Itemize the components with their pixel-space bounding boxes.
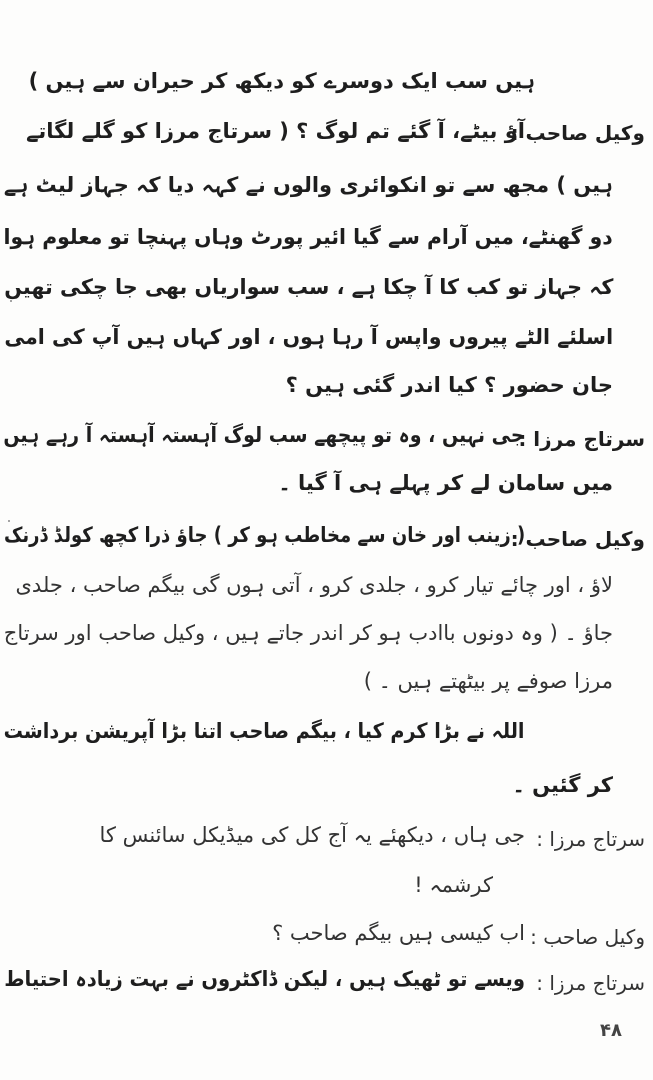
dialogue-line: جی نہیں ، وہ تو پیچھے سب لوگ آہستہ آہستہ آ رہے ہیں	[3, 423, 525, 447]
speaker-label: سرتاج مرزا :	[536, 827, 645, 851]
dialogue-line: اب کیسی ہیں بیگم صاحب ؟	[272, 921, 525, 945]
dialogue-line: آؤ بیٹے، آ گئے تم لوگ ؟ ( سرتاج مرزا کو گلے لگاتے	[26, 119, 525, 143]
page-number: ۴۸	[600, 1020, 622, 1041]
dialogue-line: جاؤ ۔ ( وہ دونوں باادب ہو کر اندر جاتے ہیں ، وکیل صاحب اور سرتاج	[3, 621, 613, 645]
dialogue-line: اللہ نے بڑا کرم کیا ، بیگم صاحب اتنا بڑا آپریشن برداشت	[4, 719, 525, 743]
dialogue-line: کر گئیں ۔	[512, 773, 613, 797]
dialogue-line: میں سامان لے کر پہلے ہی آ گیا ۔	[278, 471, 613, 495]
scan-speck	[8, 520, 10, 522]
dialogue-line: دو گھنٹے، میں آرام سے گیا ائیر پورٹ وہاں پہنچا تو معلوم ہوا	[3, 225, 613, 249]
dialogue-line: مرزا صوفے پر بیٹھتے ہیں ۔ )	[363, 669, 613, 693]
dialogue-line: لاؤ ، اور چائے تیار کرو ، جلدی کرو ، آتی ہوں گی بیگم صاحب ، جلدی	[15, 573, 613, 597]
speaker-label: سرتاج مرزا :	[536, 971, 645, 995]
dialogue-line: ہیں ) مجھ سے تو انکوائری والوں نے کہہ دیا کہ جہاز لیٹ ہے	[3, 173, 613, 197]
speaker-label: سرتاج مرزا :	[518, 427, 645, 451]
dialogue-line: ویسے تو ٹھیک ہیں ، لیکن ڈاکٹروں نے بہت زیادہ احتیاط	[4, 967, 525, 991]
dialogue-line: جان حضور ؟ کیا اندر گئی ہیں ؟	[285, 373, 613, 397]
dialogue-line: ( زینب اور خان سے مخاطب ہو کر ) جاؤ ذرا کچھ کولڈ ڈرنک	[3, 523, 525, 547]
scan-speck	[10, 300, 12, 302]
dialogue-line: کہ جہاز تو کب کا آ چکا ہے ، سب سواریاں بھی جا چکی تھیں	[3, 275, 613, 299]
speaker-label: وکیل صاحب :	[530, 925, 645, 949]
speaker-label: وکیل صاحب :	[510, 121, 645, 145]
dialogue-line: اسلئے الٹے پیروں واپس آ رہا ہوں ، اور کہاں ہیں آپ کی امی	[4, 325, 613, 349]
speaker-label: وکیل صاحب :	[510, 527, 645, 551]
dialogue-line: جی ہاں ، دیکھئے یہ آج کل کی میڈیکل سائنس کا	[99, 823, 525, 847]
dialogue-line: کرشمہ !	[414, 873, 493, 897]
stage-direction-line: ہیں سب ایک دوسرے کو دیکھ کر حیران سے ہیں )	[28, 69, 535, 93]
